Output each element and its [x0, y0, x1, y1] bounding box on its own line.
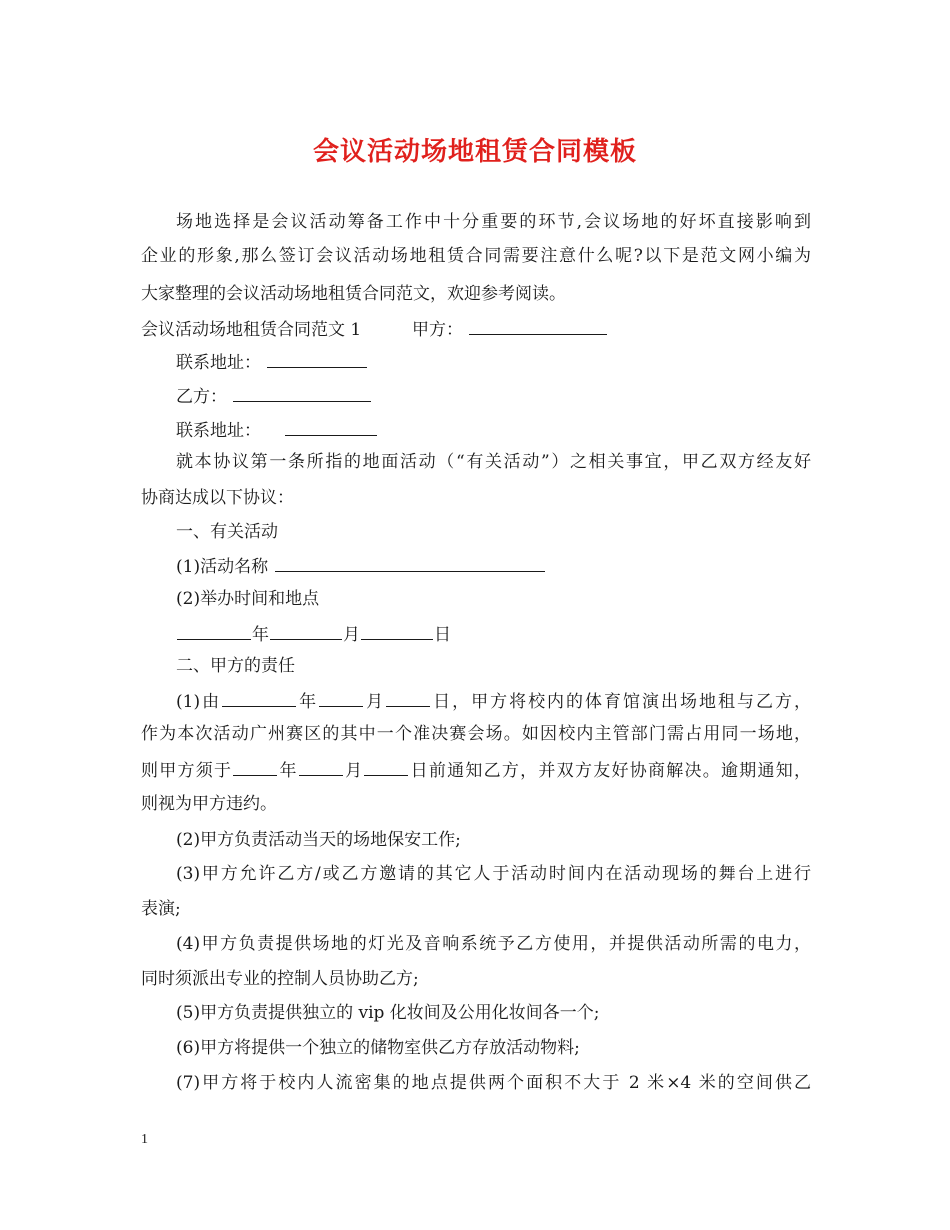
item-2-7: (7)甲方将于校内人流密集的地点提供两个面积不大于 2 米×4 米的空间供乙 [176, 1073, 811, 1093]
year-label: 年 [297, 692, 319, 712]
year-label: 年 [278, 761, 298, 781]
section-2-heading: 二、甲方的责任 [176, 656, 295, 676]
item-2-1-line-3 [141, 757, 811, 783]
year-label: 年 [252, 625, 269, 645]
date-row [176, 621, 451, 647]
month-label: 月 [364, 692, 386, 712]
item-2-4-line-1: (4)甲方负责提供场地的灯光及音响系统予乙方使用，并提供活动所需的电力， [176, 934, 811, 954]
month-blank [319, 688, 363, 707]
item-2-2: (2)甲方负责活动当天的场地保安工作; [176, 830, 461, 850]
item-text: ，甲方将校内的体育馆演出场地租与乙方， [452, 692, 812, 712]
item-text: 日前通知乙方，并双方友好协商解决。逾期通知， [409, 761, 812, 781]
item-text: (1)由 [176, 692, 222, 712]
party-b-row [176, 383, 372, 409]
year-blank [177, 621, 251, 640]
page-number: 1 [141, 1132, 148, 1147]
section-1-heading: 一、有关活动 [176, 522, 278, 542]
item-2-1-line-2: 作为本次活动广州赛区的其中一个准决赛会场。如因校内主管部门需占用同一场地， [141, 724, 811, 744]
intro-line-2: 企业的形象,那么签订会议活动场地租赁合同需要注意什么呢?以下是范文网小编为 [141, 246, 811, 266]
day-blank [361, 621, 433, 640]
month-blank [270, 621, 342, 640]
year-blank [222, 688, 296, 707]
intro-line-1: 场地选择是会议活动筹备工作中十分重要的环节,会议场地的好坏直接影响到 [176, 212, 811, 232]
item-2-6: (6)甲方将提供一个独立的储物室供乙方存放活动物料; [176, 1038, 580, 1058]
party-a-label: 甲方： [412, 320, 464, 340]
agreement-line-2: 协商达成以下协议： [141, 488, 294, 508]
year-blank [233, 757, 277, 776]
document-title: 会议活动场地租赁合同模板 [312, 137, 637, 167]
contact-address-label: 联系地址： [176, 421, 261, 441]
month-label: 月 [343, 625, 360, 645]
item-2-1-line-4: 则视为甲方违约。 [141, 794, 277, 814]
party-b-blank [233, 383, 371, 402]
day-blank [386, 688, 430, 707]
item-text: 则甲方须于 [141, 761, 233, 781]
item-2-4-line-2: 同时须派出专业的控制人员协助乙方; [141, 969, 419, 989]
day-label: 日 [434, 625, 451, 645]
sample-heading: 会议活动场地租赁合同范文 1 [141, 320, 362, 340]
activity-name-row [176, 553, 546, 579]
activity-name-blank [275, 553, 545, 572]
item-2-3-line-2: 表演; [141, 899, 181, 919]
contact-address-row-1 [176, 349, 368, 375]
day-blank [364, 757, 408, 776]
day-label: 日 [431, 692, 453, 712]
item-2-1-line-1 [176, 688, 811, 714]
party-b-label: 乙方： [176, 387, 227, 407]
month-label: 月 [343, 761, 364, 781]
item-2-3-line-1: (3)甲方允许乙方/或乙方邀请的其它人于活动时间内在活动现场的舞台上进行 [176, 864, 811, 884]
month-blank [299, 757, 343, 776]
contact-address-label: 联系地址： [176, 353, 261, 373]
contact-address-row-2 [176, 417, 378, 443]
contact-address-blank [267, 349, 367, 368]
party-a-blank [469, 316, 607, 335]
item-2-5: (5)甲方负责提供独立的 vip 化妆间及公用化妆间各一个; [176, 1003, 600, 1023]
sample-heading-row [141, 316, 608, 342]
agreement-line-1: 就本协议第一条所指的地面活动（“有关活动”）之相关事宜，甲乙双方经友好 [176, 452, 811, 472]
intro-line-3: 大家整理的会议活动场地租赁合同范文，欢迎参考阅读。 [141, 284, 566, 304]
activity-name-label: (1)活动名称 [176, 557, 269, 577]
time-place-label: (2)举办时间和地点 [176, 589, 320, 609]
contact-address-blank [285, 417, 377, 436]
